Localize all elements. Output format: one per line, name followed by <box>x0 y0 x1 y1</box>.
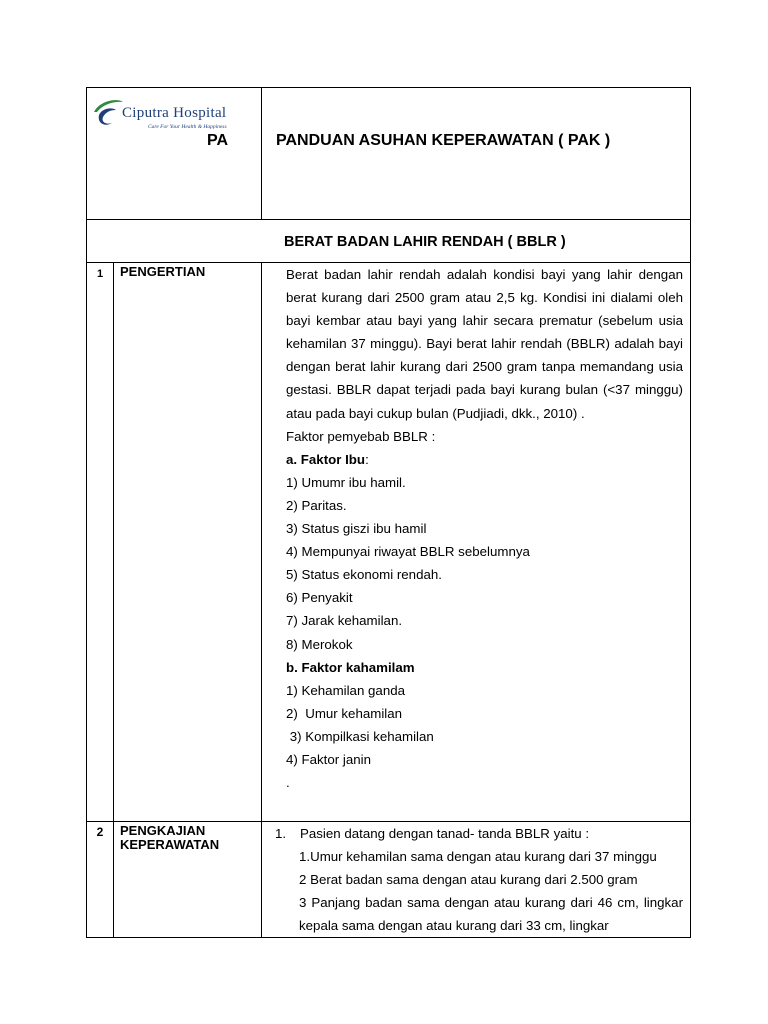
item-number: 1. <box>275 826 287 841</box>
item-text: Pasien datang dengan tanad- tanda BBLR yaitu : <box>300 826 590 841</box>
sub-item-list <box>275 845 683 937</box>
subtitle-row <box>87 220 691 263</box>
list-item: 5) Status ekonomi rendah. <box>286 567 442 583</box>
document-title: PANDUAN ASUHAN KEPERAWATAN ( PAK ) <box>276 132 611 149</box>
sub-item: 3 Panjang badan sama dengan atau kurang dari 46 cm, lingkar kepala sama dengan atau kurang dari 33 cm, lingkar <box>299 895 683 934</box>
list-item: 6) Penyakit <box>286 590 353 606</box>
list-item: 3) Status giszi ibu hamil <box>286 521 427 537</box>
list-item: 1) Kehamilan ganda <box>286 682 406 698</box>
hospital-logo <box>90 96 266 136</box>
section-label: PENGERTIAN <box>114 263 262 822</box>
list-item: 2) Umur kehamilan <box>286 705 403 721</box>
sub-item: 1.Umur kehamilan sama dengan atau kurang dari 37 minggu <box>299 849 657 865</box>
section-number: 2 <box>87 822 114 938</box>
document-subtitle: BERAT BADAN LAHIR RENDAH ( BBLR ) <box>87 220 691 263</box>
group-a-title: a. Faktor Ibu <box>286 451 366 467</box>
section-content <box>262 822 691 938</box>
factors-intro: Faktor pemyebab BBLR : <box>286 428 436 444</box>
logo-swoosh-icon <box>90 98 124 128</box>
title-cell <box>262 88 691 220</box>
logo-name: Ciputra Hospital <box>122 105 227 121</box>
list-item: 4) Mempunyai riwayat BBLR sebelumnya <box>286 544 530 560</box>
pak-table <box>86 87 691 938</box>
section-content <box>262 263 691 822</box>
trailing-dot: . <box>286 775 290 791</box>
list-item: 1) Umumr ibu hamil. <box>286 474 406 490</box>
section-label: PENGKAJIAN KEPERAWATAN <box>114 822 262 938</box>
group-b-title: b. Faktor kahamilam <box>286 659 415 675</box>
list-item: 3) Kompilkasi kehamilan <box>286 728 434 744</box>
definition-paragraph: Berat badan lahir rendah adalah kondisi bayi yang lahir dengan berat kurang dari 2500 gram atau 2,5 kg. Kondisi ini dialami oleh bayi kembar atau bayi yang lahir secara prematur (sebelum usia kehamilan 37 minggu). Bayi berat lahir rendah (BBLR) adalah bayi dengan berat lahir kurang dari 2500 gram tanpa memandang usia gestasi. BBLR dapat terjadi pada bayi kurang bulan (<37 minggu) atau pada bayi cukup bulan (Pudjiadi, dkk., 2010) . <box>286 267 683 421</box>
group-a-colon: : <box>365 451 369 467</box>
logo-cell <box>87 88 262 220</box>
section-row <box>87 263 691 822</box>
sub-item: 2 Berat badan sama dengan atau kurang dari 2.500 gram <box>299 872 638 888</box>
section-number: 1 <box>87 263 114 822</box>
header-row <box>87 88 691 220</box>
section-row <box>87 822 691 938</box>
list-item: 4) Faktor janin <box>286 751 371 767</box>
list-item: 2) Paritas. <box>286 497 347 513</box>
document-code: PA <box>207 132 229 149</box>
list-item: 8) Merokok <box>286 636 353 652</box>
list-item: 7) Jarak kehamilan. <box>286 613 403 629</box>
logo-tagline: Care For Your Health & Happiness <box>148 124 227 130</box>
group-a-heading <box>286 448 683 471</box>
numbered-item <box>275 822 683 845</box>
